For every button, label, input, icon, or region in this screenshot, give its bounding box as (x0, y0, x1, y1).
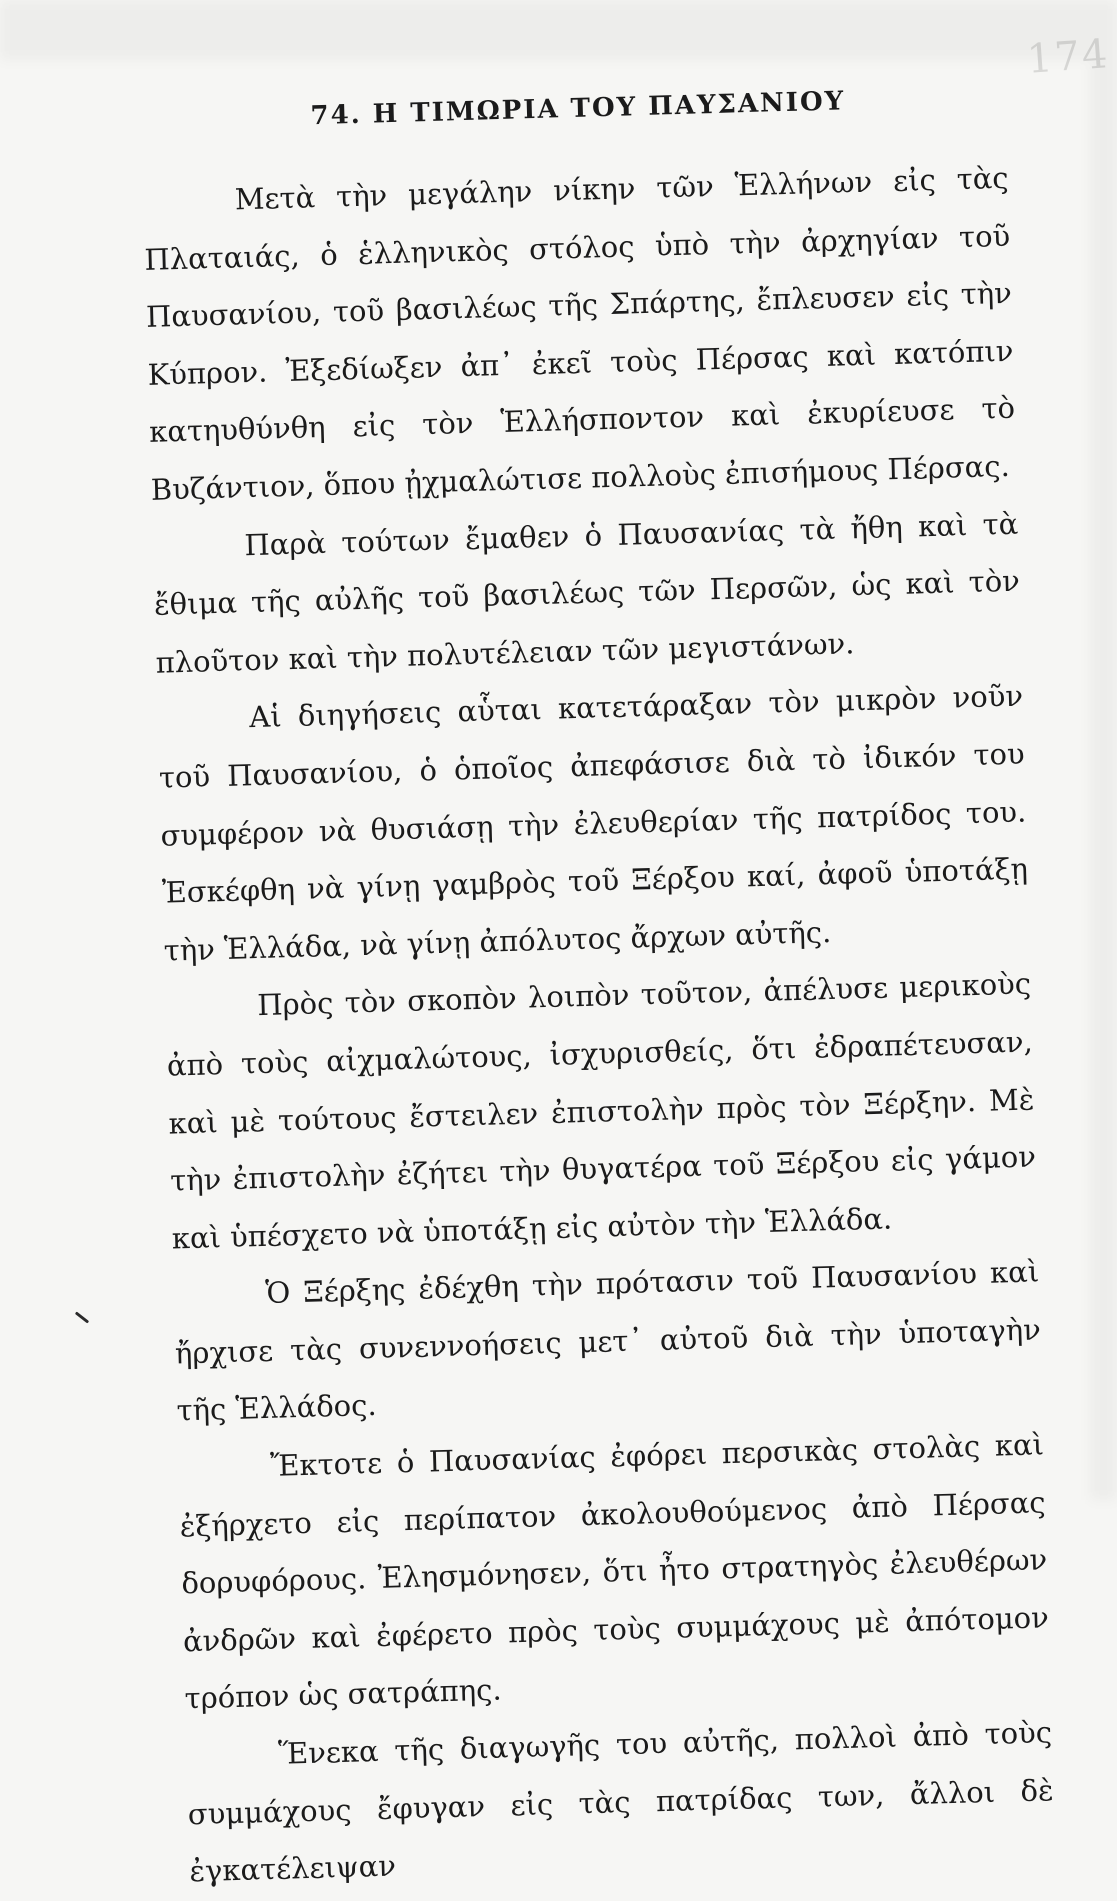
paragraph: Παρὰ τούτων ἔμαθεν ὁ Παυσανίας τὰ ἤθη καὶ τὰ ἔθιμα τῆς αὐλῆς τοῦ βασιλέως τῶν Περσῶν, ὡς καὶ τὸν πλοῦτον καὶ τὴν πολυτέλειαν τῶν μεγιστάνων. (153, 506, 1021, 680)
paragraph: Αἱ διηγήσεις αὗται κατετάραξαν τὸν μικρὸν νοῦν τοῦ Παυσανίου, ὁ ὁποῖος ἀπεφάσισε διὰ τὸ ἰδικόν του συμφέρον νὰ θυσιάσῃ τὴν ἐλευθερίαν τῆς πατρίδος του. Ἐσκέφθη νὰ γίνῃ γαμβρὸς τοῦ Ξέρξου καί, ἀφοῦ ὑποτάξῃ τὴν Ἑλλάδα, νὰ γίνῃ ἀπόλυτος ἄρχων αὐτῆς. (158, 678, 1029, 968)
paragraph: Μετὰ τὴν μεγάλην νίκην τῶν Ἑλλήνων εἰς τὰς Πλαταιάς, ὁ ἑλληνικὸς στόλος ὑπὸ τὴν ἀρχηγίαν τοῦ Παυσανίου, τοῦ βασιλέως τῆς Σπάρτης, ἔπλευσεν εἰς τὴν Κύπρον. Ἐξεδίωξεν ἀπ᾽ ἐκεῖ τοὺς Πέρσας καὶ κατόπιν κατηυθύνθη εἰς τὸν Ἑλλήσποντον καὶ ἐκυρίευσε τὸ Βυζάντιον, ὅπου ᾐχμαλώτισε πολλοὺς ἐπισήμους Πέρσας. (143, 160, 1016, 507)
book-page (140, 75, 1058, 1889)
paragraph: Ὁ Ξέρξης ἐδέχθη τὴν πρότασιν τοῦ Παυσανίου καὶ ἤρχισε τὰς συνεννοήσεις μετ᾽ αὐτοῦ διὰ τὴν ὑποταγὴν τῆς Ἑλλάδος. (174, 1254, 1042, 1428)
paragraph: Ἕνεκα τῆς διαγωγῆς του αὐτῆς, πολλοὶ ἀπὸ τοὺς συμμάχους ἔφυγαν εἰς τὰς πατρίδας των, ἄλλοι δὲ ἐγκατέλειψαν (187, 1715, 1055, 1889)
page-number: 174 (1025, 31, 1111, 83)
paragraph: Ἔκτοτε ὁ Παυσανίας ἐφόρει περσικὰς στολὰς καὶ ἐξήρχετο εἰς περίπατον ἀκολουθούμενος ἀπὸ Πέρσας δορυφόρους. Ἐλησμόνησεν, ὅτι ἦτο στρατηγὸς ἐλευθέρων ἀνδρῶν καὶ ἐφέρετο πρὸς τοὺς συμμάχους μὲ ἀπότομον τρόπον ὡς σατράπης. (179, 1427, 1050, 1716)
body-text (142, 150, 1056, 1901)
paragraph: Πρὸς τὸν σκοπὸν λοιπὸν τοῦτον, ἀπέλυσε μερικοὺς ἀπὸ τοὺς αἰχμαλώτους, ἰσχυρισθείς, ὅτι ἐδραπέτευσαν, καὶ μὲ τούτους ἔστειλεν ἐπιστολὴν πρὸς τὸν Ξέρξην. Μὲ τὴν ἐπιστολὴν ἐζήτει τὴν θυγατέρα τοῦ Ξέρξου εἰς γάμον καὶ ὑπέσχετο νὰ ὑποτάξῃ εἰς αὐτὸν τὴν Ἑλλάδα. (166, 966, 1037, 1256)
chapter-title: 74. Η ΤΙΜΩΡΙΑ ΤΟΥ ΠΑΥΣΑΝΙΟΥ (310, 86, 846, 132)
ink-speck (75, 1311, 89, 1323)
